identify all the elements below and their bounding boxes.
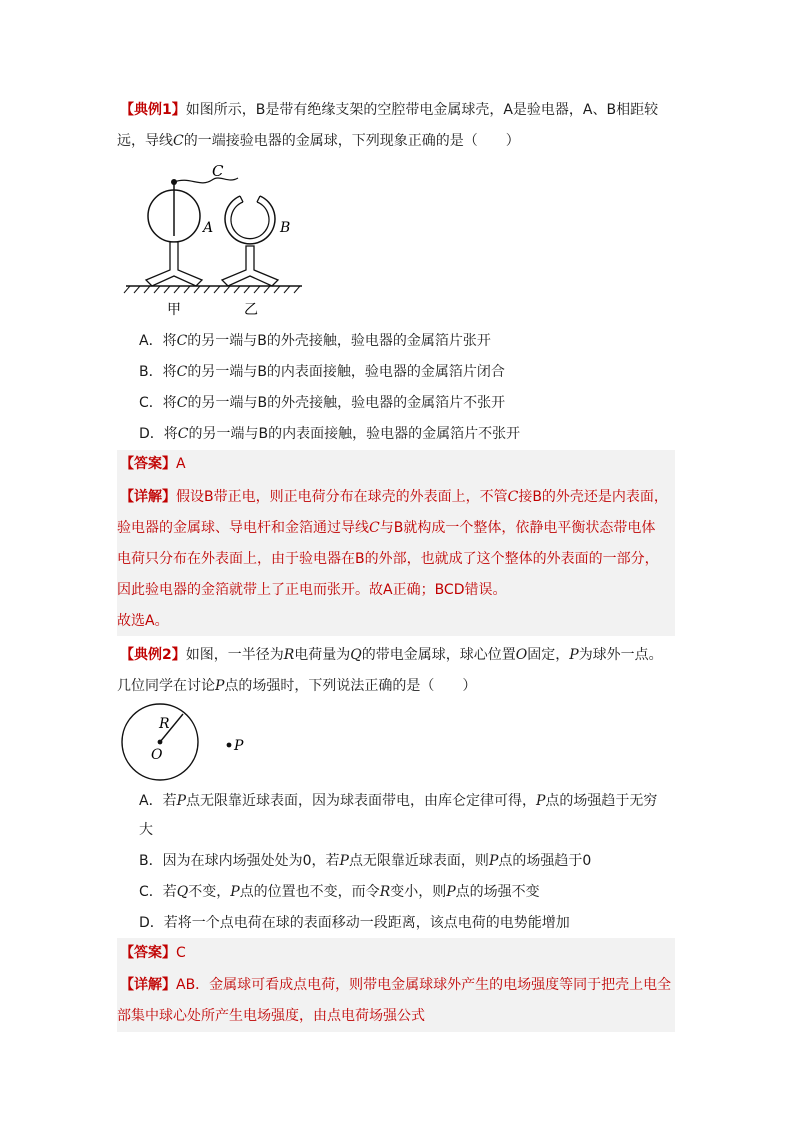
text-segment: 点的场强趋于0 (498, 853, 592, 869)
shell-B-opening-left (240, 196, 243, 202)
answer-tag: 【答案】 (120, 456, 176, 472)
math-variable: R (283, 647, 295, 663)
label-R: R (159, 716, 170, 732)
detail-text: 假设B带正电，则正电荷分布在球壳的外表面上，不管 (176, 489, 508, 505)
shell-B-opening-right (257, 196, 260, 202)
math-variable: P (536, 793, 546, 809)
text-segment: 变小，则 (390, 884, 447, 900)
text-segment: C．若 (139, 884, 177, 900)
text-segment: A．若 (139, 793, 177, 809)
text-segment: 点的场强时，下列说法正确的是（ ） (224, 678, 477, 694)
label-O: O (151, 747, 163, 763)
variable-C: C (369, 520, 380, 536)
example-2-figure (118, 702, 258, 784)
center-point (158, 740, 163, 745)
example-1-figure (120, 162, 310, 322)
detail-text: 与B就构成一个整体，依静电平衡状态带电体 (379, 520, 656, 536)
example-2-stem-line-1 (120, 645, 663, 665)
example-1-tag: 【典例1】 (120, 102, 186, 118)
example-2-option-a-line-1 (139, 791, 657, 811)
variable-C: C (176, 395, 188, 411)
variable-C: C (507, 489, 519, 505)
shell-B-outer (225, 196, 275, 244)
stem-text: 的一端接验电器的金属球，下列现象正确的是（ ） (183, 133, 520, 149)
answer-tag: 【答案】 (120, 945, 176, 961)
ground-hatching (124, 286, 300, 293)
example-1-answer (120, 454, 186, 474)
variable-C: C (176, 333, 188, 349)
option-text: D．将 (139, 426, 178, 442)
example-2-stem-text (186, 647, 663, 663)
option-text: B．将 (139, 364, 177, 380)
text-segment: 点无限靠近球表面，则 (348, 853, 489, 869)
math-variable: P (215, 678, 225, 694)
stand-A (146, 242, 202, 286)
math-variable: P (339, 853, 349, 869)
text-segment: 电荷量为 (294, 647, 351, 663)
example-1-conclusion: 故选A。 (117, 613, 169, 629)
example-2-answer (120, 943, 186, 963)
example-2-detail-line-1 (120, 975, 671, 995)
stand-B (222, 246, 278, 286)
option-text: C．将 (139, 395, 177, 411)
text-segment: 固定， (527, 647, 570, 663)
example-1-detail-line-4: 因此验电器的金箔就带上了正电而张开。故A正确；BCD错误。 (117, 582, 507, 598)
math-variable: P (488, 853, 499, 869)
example-2-stem-line-2 (117, 676, 476, 696)
example-2-option-b (139, 851, 591, 871)
text-segment: 为球外一点。 (578, 647, 663, 663)
math-variable: P (176, 793, 186, 809)
variable-C: C (173, 133, 184, 149)
example-1-detail-line-3: 电荷只分布在外表面上，由于验电器在B的外部，也就成了这个整体的外表面的一部分， (117, 551, 659, 567)
math-variable: Q (176, 884, 189, 900)
label-B: B (280, 220, 291, 236)
example-1-detail-line-2 (117, 518, 655, 538)
math-variable: R (379, 884, 391, 900)
example-2-option-a-line-2: 大 (139, 822, 153, 838)
wire-C (174, 178, 238, 183)
option-text: 的另一端与B的外壳接触，验电器的金属箔片不张开 (187, 395, 506, 411)
text-segment: 点的场强不变 (455, 884, 540, 900)
text-segment: B．因为在球内场强处处为0，若 (139, 853, 340, 869)
math-variable: Q (350, 647, 362, 663)
label-P: P (234, 738, 244, 754)
variable-C: C (177, 426, 189, 442)
example-2-detail-line-2: 部集中球心处所产生电场强度，由点电荷场强公式 (117, 1008, 425, 1024)
detail-text: 验电器的金属球、导电杆和金箔通过导线 (117, 520, 369, 536)
text-segment: 几位同学在讨论 (117, 678, 215, 694)
detail-tag: 【详解】 (120, 489, 176, 505)
math-variable: O (515, 647, 528, 663)
label-A: A (203, 220, 214, 236)
label-jia: 甲 (167, 302, 181, 318)
detail-text: AB．金属球可看成点电荷，则带电金属球球外产生的电场强度等同于把壳上电全 (176, 977, 672, 993)
math-variable: P (446, 884, 456, 900)
example-1-option-c (139, 393, 505, 413)
math-variable: P (569, 647, 579, 663)
detail-text: 接B的外壳还是内表面， (518, 489, 668, 505)
answer-value: A (176, 456, 186, 472)
text-segment: 点无限靠近球表面，因为球表面带电，由库仑定律可得， (186, 793, 536, 809)
label-yi: 乙 (244, 302, 258, 318)
example-1-stem-line-1 (120, 100, 658, 120)
text-segment: 点的场强趋于无穷 (545, 793, 658, 809)
example-1-option-d (139, 424, 520, 444)
option-text: 的另一端与B的内表面接触，验电器的金属箔片闭合 (187, 364, 505, 380)
option-text: 的另一端与B的外壳接触，验电器的金属箔片张开 (187, 333, 491, 349)
detail-tag: 【详解】 (120, 977, 176, 993)
variable-C: C (176, 364, 188, 380)
example-2-option-d: D．若将一个点电荷在球的表面移动一段距离，该点电荷的电势能增加 (139, 915, 570, 931)
example-2-tag: 【典例2】 (120, 647, 186, 663)
text-segment: 不变， (188, 884, 231, 900)
text-segment: 的带电金属球，球心位置 (361, 647, 516, 663)
point-P (227, 743, 232, 748)
example-1-stem-line-2 (117, 131, 520, 151)
option-text: 的另一端与B的内表面接触，验电器的金属箔片不张开 (188, 426, 521, 442)
example-1-answer-panel (117, 450, 675, 636)
example-1-option-a (139, 331, 491, 351)
stem-text: 远，导线 (117, 133, 173, 149)
option-text: A．将 (139, 333, 177, 349)
example-1-detail-line-1 (120, 487, 668, 507)
label-C: C (212, 162, 224, 180)
answer-value: C (176, 945, 186, 961)
example-1-option-b (139, 362, 505, 382)
example-1-stem-text: 如图所示，B是带有绝缘支架的空腔带电金属球壳，A是验电器，A、B相距较 (185, 102, 659, 118)
example-2-option-c (139, 882, 540, 902)
shell-B-inner (231, 202, 269, 239)
math-variable: P (230, 884, 240, 900)
text-segment: 点的位置也不变，而令 (239, 884, 380, 900)
text-segment: 如图，一半径为 (185, 647, 284, 663)
